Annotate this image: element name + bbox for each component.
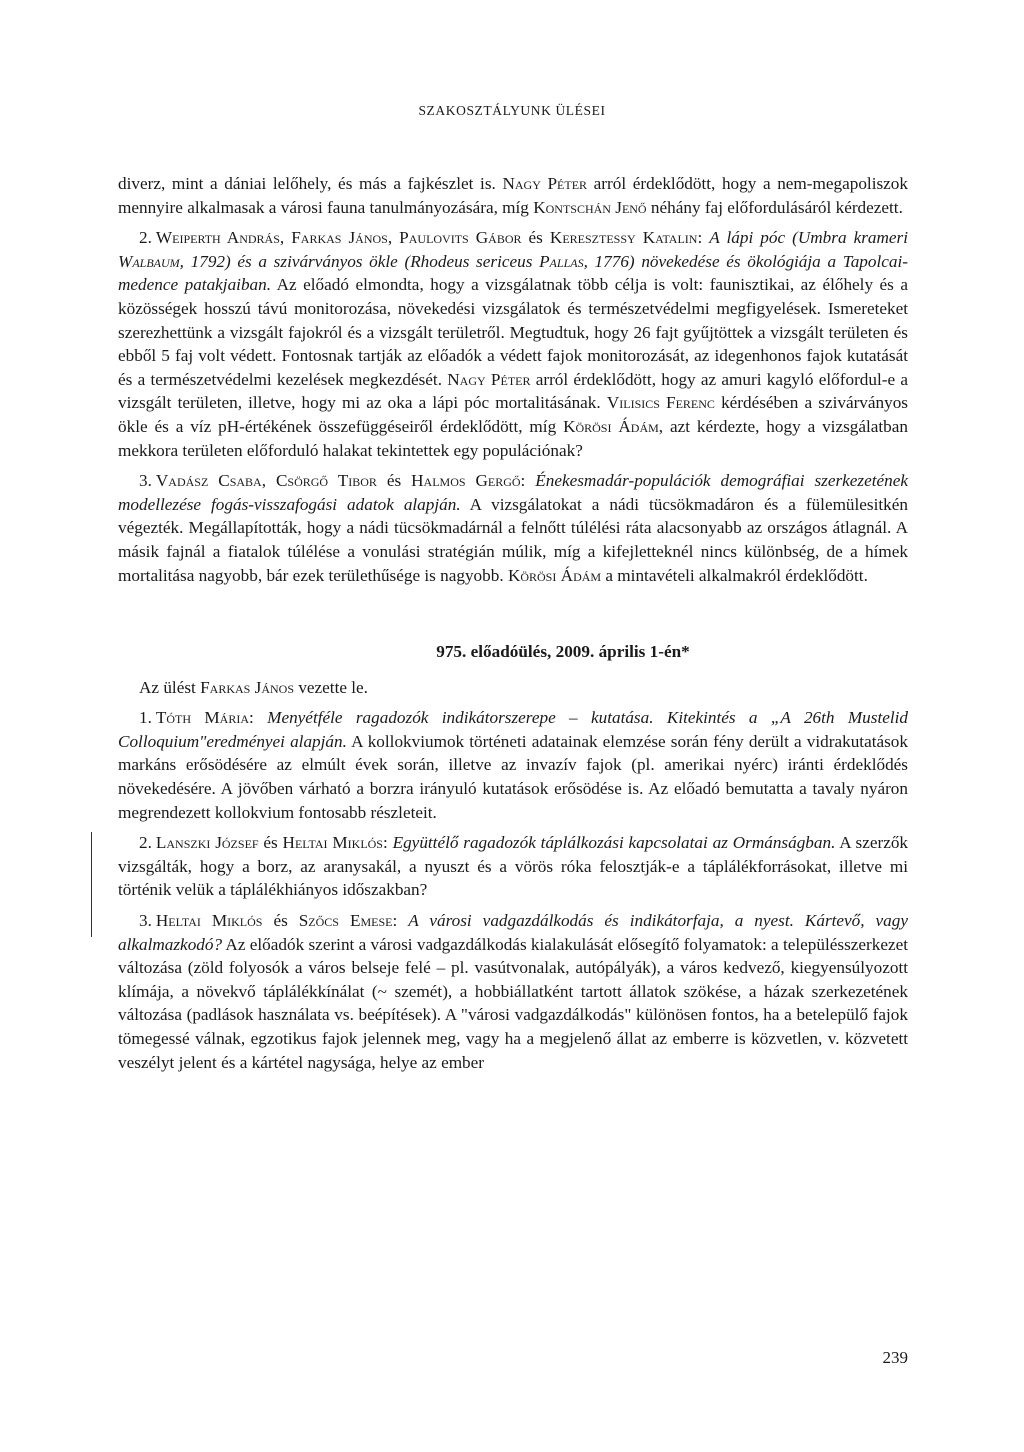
page-number: 239 [882, 1348, 908, 1367]
item-number: 2. [139, 228, 152, 248]
paragraph-top: diverz, mint a dániai lelőhely, és más a fajkészlet is. Nagy Péter arról érdeklődött, hogy a nem-megapoliszok mennyire alkalmasak a városi fauna tanulmányozására, míg Kontschán Jenő néhány faj előfordulásáról kérdezett. [118, 174, 908, 217]
item-number: 3. [139, 911, 152, 931]
item-number: 3. [139, 471, 152, 491]
person-name: Nagy Péter [502, 174, 588, 193]
margin-mark [91, 832, 92, 937]
person-name: Körösi Ádám [507, 565, 602, 585]
author: Lanszki József [155, 833, 259, 853]
talk-title: A városi vadgazdálkodás és indikátorfaja, a nyest. Kártevő, vagy alkalmazkodó? [118, 911, 908, 954]
authors: Vadász Csaba, Csörgő Tibor [155, 471, 377, 491]
person-name: Nagy Péter [447, 369, 531, 389]
session-title: 975. előadóülés, 2009. április 1-én* [436, 642, 690, 662]
session-talk-3: 3. Heltai Miklós és Szőcs Emese: A városi vadgazdálkodás és indikátorfaja, a nyest. Kártevő, vagy alkalmazkodó? Az előadók szerint a városi vadgazdálkodás kialakulását elősegítő folyamatok: a településszerkezet változása (zöld folyosók a város belseje felé – pl. vasútvonalak, autópályák), a város kedvező, kiegyensúlyozott klímája, a növekvő táplálékkínálat (~ szemét), a hobbiállatként tartott állatok szökése, a házak szerkezetének változása (padlások használata vs. beépítések). A "városi vadgazdálkodás" különösen fontos, ha a betelepülő fajok tömegessé válnak, egzotikus fajok jelennek meg, vagy ha a megjelenő állat az emberre is közvetlen, v. közvetett veszélyt jelent és a kártétel nagysága, helye az ember [118, 911, 908, 1072]
talk-2: 2. Weiperth András, Farkas János, Paulovits Gábor és Keresztessy Katalin: A lápi póc (Umbra krameri Walbaum, 1792) és a szivárványos ökle (Rhodeus sericeus Pallas, 1776) növekedése és ökológiája a Tapolcai-medence patakjaiban. Az előadó elmondta, hogy a vizsgálatnak több célja is volt: faunisztikai, az élőhely és a közösségek hosszú távú monitorozása, növekedési vizsgálatok és természetvédelmi megfigyelések. Ismereteket szerezhettünk a vizsgált fajokról és a vizsgált területről. Megtudtuk, hogy 26 fajt gyűjtöttek a vizsgált területen és ebből 5 faj volt védett. Fontosnak tartják az előadók a védett fajok monitorozását, az idegenhonos fajok kutatását és a természetvédelmi kezelések megkezdését. Nagy Péter arról érdeklődött, hogy az amuri kagyló előfordul-e a vizsgált területen, illetve, hogy mi az oka a lápi póc mortalitásának. Vilisics Ferenc kérdésében a szivárványos ökle és a víz pH-értékének összefüggéseiről érdeklődött, míg Körösi Ádám, azt kérdezte, hogy a vizsgálatban mekkora területen előforduló halakat tekintettek egy populációnak? [118, 228, 909, 460]
talk-title: A lápi póc (Umbra krameri Walbaum, 1792) és a szivárványos ökle (Rhodeus sericeus Pallas, 1776) növekedése és ökológiája a Tapolcai-medence patakjaiban. [118, 228, 908, 295]
author: Halmos Gergő [411, 471, 521, 491]
author: Szőcs Emese [298, 911, 393, 931]
author: Tóth Mária [155, 708, 250, 728]
item-number: 2. [139, 833, 152, 853]
page-body [118, 172, 908, 1081]
person-name: Farkas János [200, 677, 295, 697]
author: Heltai Miklós [155, 911, 263, 931]
chair-line: Az ülést Farkas János vezette le. [139, 677, 368, 697]
person-name: Körösi Ádám [563, 416, 659, 436]
talk-title: Együttélő ragadozók táplálkozási kapcsolatai az Ormánságban. [392, 833, 836, 853]
author: Keresztessy Katalin [549, 228, 698, 248]
session-talk-1: 1. Tóth Mária: Menyétféle ragadozók indikátorszerepe – kutatása. Kitekintés a „A 26th Mustelid Colloquium"eredményei alapján. A kollokviumok történeti adatainak elemzése során fény derült a vidrakutatások markáns erősödésére az elmúlt évek során, illetve az invazív fajok (pl. amerikai nyérc) iránti érdeklődés növekedésére. A jövőben várható a borzra irányuló kutatások erősödése is. Az előadó bemutatta a tavaly nyáron megrendezett kollokvium fontosabb részleteit. [118, 708, 908, 822]
talk-title: Énekesmadár-populációk demográfiai szerkezetének modellezése fogás-visszafogási adatok alapján. [118, 471, 908, 514]
item-number: 1. [139, 708, 152, 728]
person-name: Vilisics Ferenc [606, 393, 715, 413]
running-header: SZAKOSZTÁLYUNK ÜLÉSEI [418, 103, 606, 118]
person-name: Kontschán Jenő [533, 197, 647, 217]
authors: Weiperth András, Farkas János, Paulovits Gábor [155, 228, 522, 248]
author: Heltai Miklós [282, 833, 383, 853]
session-talk-2: 2. Lanszki József és Heltai Miklós: Együttélő ragadozók táplálkozási kapcsolatai az Ormánságban. A szerzők vizsgálták, hogy a borz, az aranysakál, a nyuszt és a vörös róka felosztják-e a táplálékforrásokat, illetve mi történik velük a táplálékhiányos időszakban? [118, 833, 909, 900]
talk-title: Menyétféle ragadozók indikátorszerepe – kutatása. Kitekintés a „A 26th Mustelid Colloquium"eredményei alapján. [118, 708, 908, 751]
talk-3: 3. Vadász Csaba, Csörgő Tibor és Halmos Gergő: Énekesmadár-populációk demográfiai szerkezetének modellezése fogás-visszafogási adatok alapján. A vizsgálatokat a nádi tücsökmadáron és a fülemülesitkén végezték. Megállapították, hogy a nádi tücsökmadárnál a felnőtt túlélési ráta alacsonyabb az országos átlagnál. A másik fajnál a fiatalok túlélése a vonulási stratégián múlik, míg a kifejletteknél nincs különbség, de a hímek mortalitása nagyobb, bár ezek területhűsége is nagyobb. Körösi Ádám a mintavételi alkalmakról érdeklődött. [118, 471, 908, 585]
